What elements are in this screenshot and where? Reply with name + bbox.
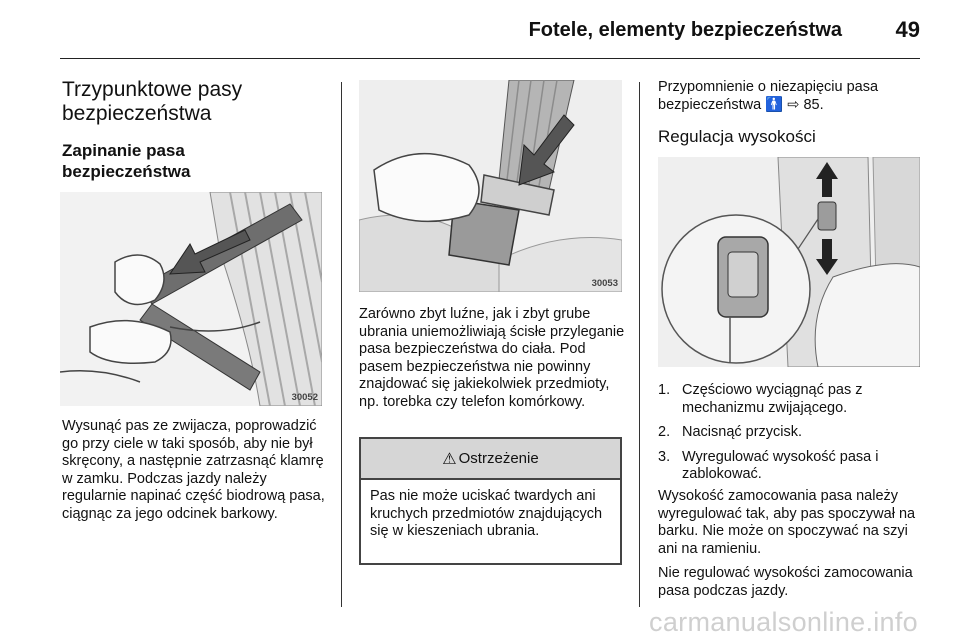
subsection-title-fastening: Zapinanie pasa bezpieczeństwa (62, 141, 191, 181)
step-number: 3. (658, 448, 671, 465)
warning-title: Ostrzeżenie (458, 450, 539, 467)
list-item (658, 382, 920, 417)
warning-text: Pas nie może uciskać twardych ani kruchych przedmiotów znajdujących się w kieszeniach ubrania. (370, 488, 603, 540)
seatbelt-reminder-icon: 🚹 (765, 96, 784, 113)
figure-fastening-belt (60, 192, 322, 406)
fastening-instructions: Wysunąć pas ze zwijacza, poprowadzić go przy ciele w taki sposób, aby nie był skręcony, a następnie zatrzasnąć klamrę w zamku. Podczas jazdy należy regularnie napinać część biodrową pasa, ciągnąc za jego odcinek barkowy. (62, 418, 325, 522)
list-item (658, 449, 920, 484)
step-number: 1. (658, 382, 671, 398)
step-text: Nacisnąć przycisk. (682, 424, 803, 441)
warning-triangle-icon: ⚠ (442, 450, 457, 468)
figure-buckle (359, 80, 622, 292)
subsection-title-height: Regulacja wysokości (658, 127, 816, 146)
list-item (658, 424, 920, 442)
warning-box (359, 437, 622, 565)
height-position-note: Wysokość zamocowania pasa należy wyregulować tak, aby pas spoczywał na barku. Nie może on spoczywać na szyi ani na ramieniu. (658, 488, 916, 557)
step-number: 2. (658, 424, 671, 441)
buckle-illustration (359, 80, 622, 292)
column-divider-1 (341, 82, 342, 607)
warning-header (361, 439, 620, 480)
section-title: Trzypunktowe pasy bezpieczeństwa (62, 78, 243, 125)
figure-height-adjust (658, 157, 920, 367)
header-rule (60, 58, 920, 59)
figure-code: 30052 (291, 392, 318, 403)
running-header-title: Fotele, elementy bezpieczeństwa (528, 19, 842, 41)
height-adjust-illustration (658, 157, 920, 367)
page-reference-icon: ⇨ (787, 96, 800, 113)
reminder-text: Przypomnienie o niezapięciu pasa bezpieczeństwa (658, 79, 879, 113)
reminder-page-ref: 85. (803, 96, 824, 113)
no-adjust-while-driving-note: Nie regulować wysokości zamocowania pasa podczas jazdy. (658, 565, 913, 599)
site-watermark: carmanualsonline.info (649, 607, 918, 637)
step-text: Wyregulować wysokość pasa i zablokować. (682, 448, 879, 483)
column-divider-2 (639, 82, 640, 607)
clothing-note: Zarówno zbyt luźne, jak i zbyt grube ubrania uniemożliwiają ścisłe przyleganie pasa bezpieczeństwa do ciała. Pod pasem bezpieczeństwa nie powinny znajdować się jakiekolwiek przedmioty, np. torebka czy telefon komórkowy. (359, 306, 625, 410)
adjustment-steps (658, 382, 920, 491)
seatbelt-fastening-illustration (60, 192, 322, 406)
figure-code: 30053 (591, 278, 618, 289)
page-number: 49 (895, 17, 920, 42)
step-text: Częściowo wyciągnąć pas z mechanizmu zwijającego. (682, 382, 863, 416)
reminder-reference (658, 79, 920, 114)
